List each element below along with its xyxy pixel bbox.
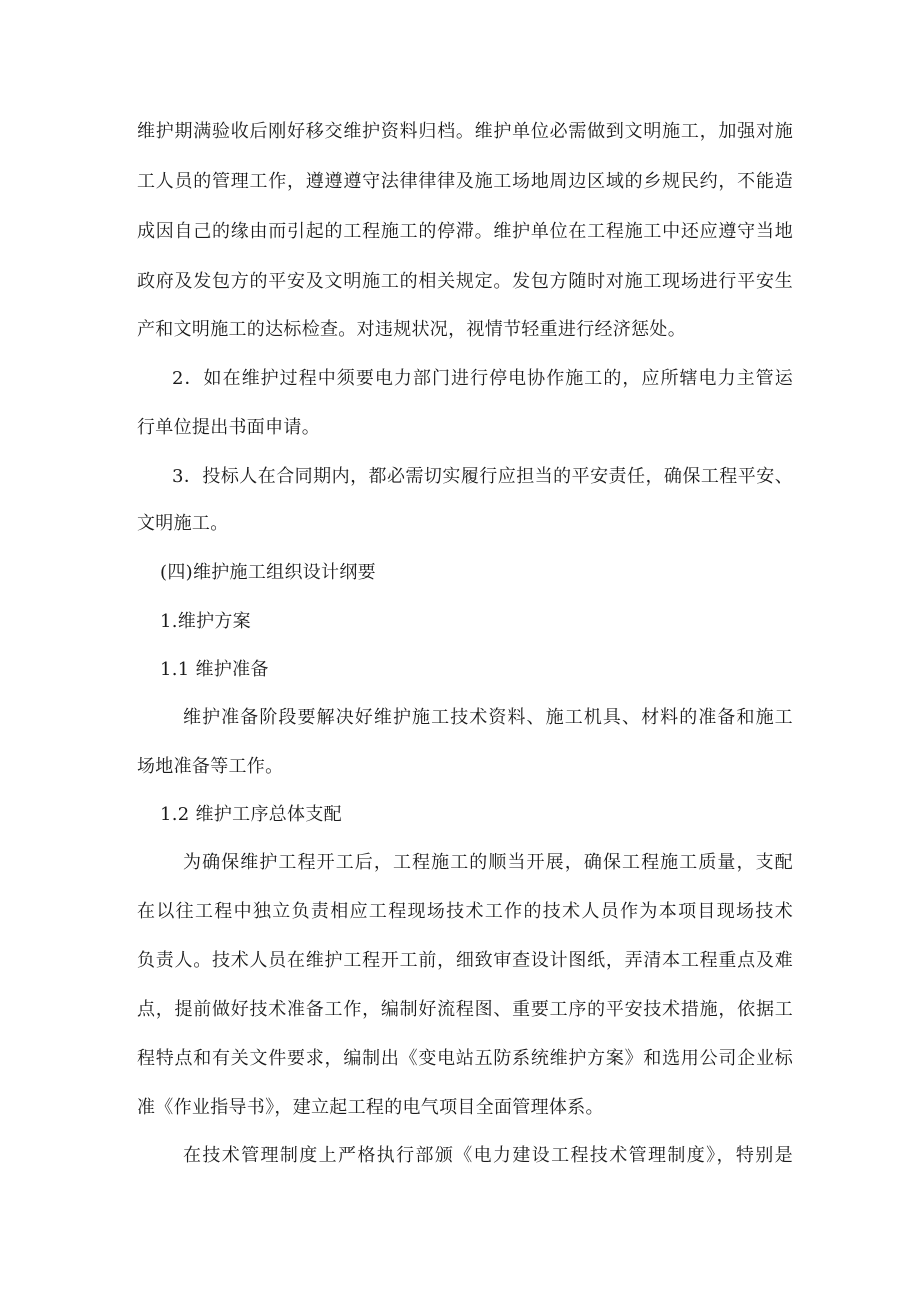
paragraph-1-2-line-2: 在以往工程中独立负责相应工程现场技术工作的技术人员作为本项目现场技术 — [137, 901, 793, 922]
paragraph-1-2-line-6: 准《作业指导书》，建立起工程的电气项目全面管理体系。 — [137, 1097, 604, 1118]
paragraph-1-1-line-2: 场地准备等工作。 — [137, 756, 284, 777]
paragraph-1-2-line-5: 程特点和有关文件要求，编制出《变电站五防系统维护方案》和选用公司企业标 — [137, 1048, 793, 1069]
paragraph-2-line-1: 在技术管理制度上严格执行部颁《电力建设工程技术管理制度》，特别是 — [183, 1145, 793, 1166]
text-line-2: 工人员的管理工作，遵遵遵守法律律律及施工场地周边区域的乡规民约，不能造 — [137, 171, 793, 192]
list-item-3-line-1: 3．投标人在合同期内，都必需切实履行应担当的平安责任，确保工程平安、 — [172, 466, 793, 487]
list-item-2-line-1: 2．如在维护过程中须要电力部门进行停电协作施工的，应所辖电力主管运 — [172, 368, 793, 389]
paragraph-1-2-line-3: 负责人。技术人员在维护工程开工前，细致审查设计图纸，弄清本工程重点及难 — [137, 950, 793, 971]
paragraph-1-2-line-4: 点，提前做好技术准备工作，编制好流程图、重要工序的平安技术措施，依据工 — [137, 999, 793, 1020]
sub-subsection-heading-1-2: 1.2 维护工序总体支配 — [160, 804, 342, 825]
text-line-4: 政府及发包方的平安及文明施工的相关规定。发包方随时对施工现场进行平安生 — [137, 271, 793, 292]
paragraph-1-2-line-1: 为确保维护工程开工后，工程施工的顺当开展，确保工程施工质量，支配 — [183, 852, 793, 873]
text-line-1: 维护期满验收后刚好移交维护资料归档。维护单位必需做到文明施工，加强对施 — [137, 121, 793, 142]
list-item-3-line-2: 文明施工。 — [137, 513, 229, 534]
sub-subsection-heading-1-1: 1.1 维护准备 — [160, 659, 269, 680]
text-line-5: 产和文明施工的达标检查。对违规状况，视情节轻重进行经济惩处。 — [137, 319, 686, 340]
text-line-3: 成因自己的缘由而引起的工程施工的停滞。维护单位在工程施工中还应遵守当地 — [137, 221, 793, 242]
subsection-heading: 1.维护方案 — [160, 611, 251, 632]
paragraph-1-1-line-1: 维护准备阶段要解决好维护施工技术资料、施工机具、材料的准备和施工 — [183, 707, 793, 728]
section-heading: (四)维护施工组织设计纲要 — [160, 562, 376, 583]
list-item-2-line-2: 行单位提出书面申请。 — [137, 417, 320, 438]
